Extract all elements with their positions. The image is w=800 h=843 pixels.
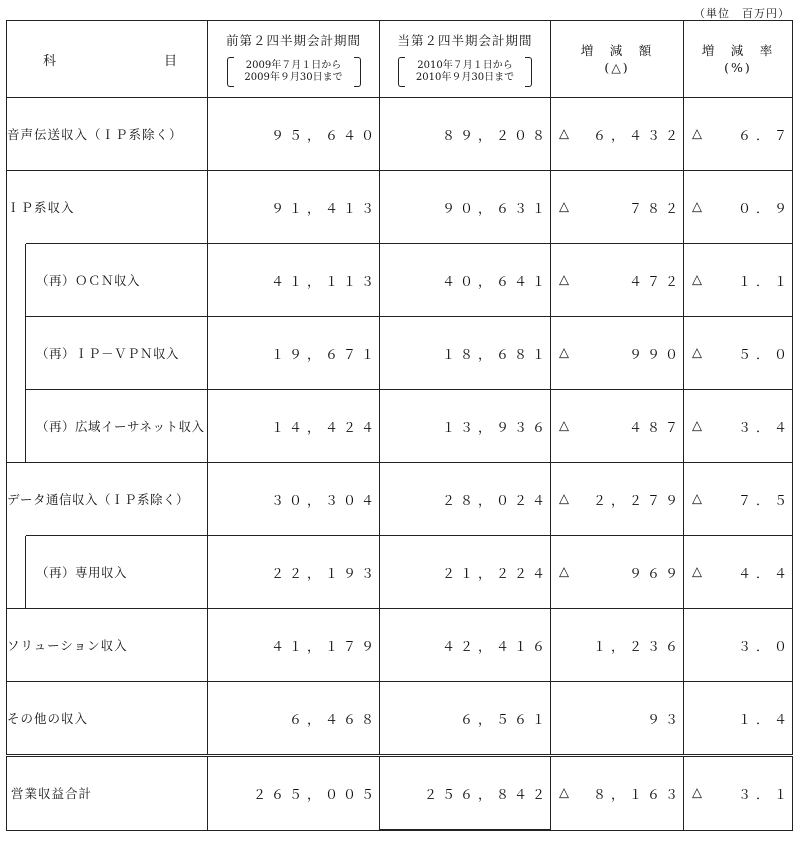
rate-value: ５．０ <box>737 347 792 363</box>
rate-sign: △ <box>692 564 702 580</box>
table-row <box>7 244 793 317</box>
diff-cell <box>551 682 684 756</box>
prev-value: ６，４６８ <box>208 682 380 756</box>
row-label: （再）ＩＰ－ＶＰＮ収入 <box>26 316 207 390</box>
rate-cell <box>684 244 793 317</box>
subject-header <box>7 21 208 98</box>
row-label: （再）専用収入 <box>26 535 207 609</box>
row-label-cell <box>7 536 208 609</box>
cur-value: １３，９３６ <box>380 390 551 463</box>
diff-cell <box>551 756 684 831</box>
row-label: その他の収入 <box>7 682 208 756</box>
rate-sign: △ <box>692 345 702 361</box>
cur-value: ２５６，８４２ <box>380 756 551 831</box>
cur-period-title: 当第２四半期会計期間 <box>397 33 533 48</box>
rate-value: ３．０ <box>737 639 792 655</box>
cur-period-range <box>398 57 532 87</box>
diff-sign: △ <box>559 418 569 434</box>
prev-value: ４１，１７９ <box>208 609 380 682</box>
diff-sign: △ <box>559 564 569 580</box>
cur-value: ９０，６３１ <box>380 171 551 244</box>
row-label: 音声伝送収入（ＩＰ系除く） <box>7 98 208 171</box>
row-label-cell <box>7 244 208 317</box>
cur-value: ４０，６４１ <box>380 244 551 317</box>
rate-cell <box>684 756 793 831</box>
rate-value: ６．７ <box>737 128 792 144</box>
diff-value: ７８２ <box>628 201 683 217</box>
cur-value: ４２，４１６ <box>380 609 551 682</box>
prev-value: ２６５，００５ <box>208 756 380 831</box>
diff-value: ６，４３２ <box>592 128 683 144</box>
cur-period-from: 2010年７月１日から <box>417 60 513 71</box>
table-row <box>7 682 793 756</box>
diff-sign: △ <box>559 345 569 361</box>
cur-value: １８，６８１ <box>380 317 551 390</box>
table-row <box>7 171 793 244</box>
diff-value: ８，１６３ <box>592 787 683 803</box>
row-label-cell <box>7 390 208 463</box>
row-label: （再）広域イーサネット収入 <box>26 389 207 463</box>
total-row <box>7 756 793 831</box>
rate-cell <box>684 390 793 463</box>
diff-value: ９３ <box>646 712 683 728</box>
prev-value: ４１，１１３ <box>208 244 380 317</box>
rate-cell <box>684 536 793 609</box>
diff-sign: △ <box>559 272 569 288</box>
diff-value: １，２３６ <box>592 639 683 655</box>
diff-sign: △ <box>559 491 569 507</box>
table-row <box>7 463 793 536</box>
subject-header-left: 科 <box>43 53 57 69</box>
cur-value: ８９，２０８ <box>380 98 551 171</box>
diff-header-sub: (△) <box>604 60 630 75</box>
revenue-table <box>6 20 793 831</box>
prev-period-range <box>227 57 361 87</box>
rate-cell <box>684 609 793 682</box>
cur-value: ２１，２２４ <box>380 536 551 609</box>
diff-cell <box>551 171 684 244</box>
table-row <box>7 536 793 609</box>
table-row <box>7 390 793 463</box>
diff-header <box>551 21 684 98</box>
unit-label: （単位 百万円） <box>694 7 790 20</box>
rate-sign: △ <box>692 785 702 801</box>
cur-value: ２８，０２４ <box>380 463 551 536</box>
row-label: ソリューション収入 <box>7 609 208 682</box>
prev-period-header <box>208 21 380 98</box>
cur-value: ６，５６１ <box>380 682 551 756</box>
diff-cell <box>551 463 684 536</box>
prev-value: ２２，１９３ <box>208 536 380 609</box>
row-label: （再）ＯＣＮ収入 <box>26 243 207 317</box>
rate-cell <box>684 463 793 536</box>
diff-value: ９６９ <box>628 566 683 582</box>
diff-sign: △ <box>559 785 569 801</box>
rate-sign: △ <box>692 199 702 215</box>
prev-value: １９，６７１ <box>208 317 380 390</box>
rate-sign: △ <box>692 491 702 507</box>
rate-header <box>684 21 793 98</box>
row-label: データ通信収入（ＩＰ系除く） <box>7 463 208 536</box>
diff-value: ２，２７９ <box>592 493 683 509</box>
table-row <box>7 98 793 171</box>
table-row <box>7 609 793 682</box>
prev-value: ９５，６４０ <box>208 98 380 171</box>
rate-cell <box>684 171 793 244</box>
row-label: 営業収益合計 <box>7 756 208 831</box>
prev-period-from: 2009年７月１日から <box>245 60 342 71</box>
rate-value: ０．９ <box>737 201 792 217</box>
table-row <box>7 317 793 390</box>
diff-sign: △ <box>559 199 569 215</box>
diff-cell <box>551 244 684 317</box>
diff-value: ９９０ <box>628 347 683 363</box>
diff-cell <box>551 536 684 609</box>
rate-value: １．４ <box>737 712 792 728</box>
diff-cell <box>551 390 684 463</box>
header-row <box>7 21 793 98</box>
diff-cell <box>551 317 684 390</box>
rate-value: １．１ <box>737 274 792 290</box>
cur-period-to: 2010年９月30日まで <box>415 72 515 83</box>
rate-cell <box>684 682 793 756</box>
rate-value: ４．４ <box>737 566 792 582</box>
rate-cell <box>684 317 793 390</box>
rate-header-sub: (%) <box>724 60 752 75</box>
rate-value: ３．４ <box>737 420 792 436</box>
diff-sign: △ <box>559 126 569 142</box>
rate-cell <box>684 98 793 171</box>
rate-sign: △ <box>692 418 702 434</box>
prev-period-title: 前第２四半期会計期間 <box>225 33 361 48</box>
prev-value: １４，４２４ <box>208 390 380 463</box>
row-label-cell <box>7 317 208 390</box>
prev-period-to: 2009年９月30日まで <box>244 72 343 83</box>
cur-period-header <box>380 21 551 98</box>
rate-header-title: 増 減 率 <box>701 43 775 58</box>
rate-sign: △ <box>692 126 702 142</box>
diff-value: ４７２ <box>628 274 683 290</box>
diff-cell <box>551 98 684 171</box>
rate-value: ３．１ <box>737 787 792 803</box>
rate-sign: △ <box>692 272 702 288</box>
prev-value: ３０，３０４ <box>208 463 380 536</box>
diff-header-title: 増 減 額 <box>580 43 654 58</box>
diff-cell <box>551 609 684 682</box>
prev-value: ９１，４１３ <box>208 171 380 244</box>
rate-value: ７．５ <box>737 493 792 509</box>
row-label: ＩＰ系収入 <box>7 171 208 244</box>
diff-value: ４８７ <box>628 420 683 436</box>
subject-header-right: 目 <box>163 53 177 69</box>
